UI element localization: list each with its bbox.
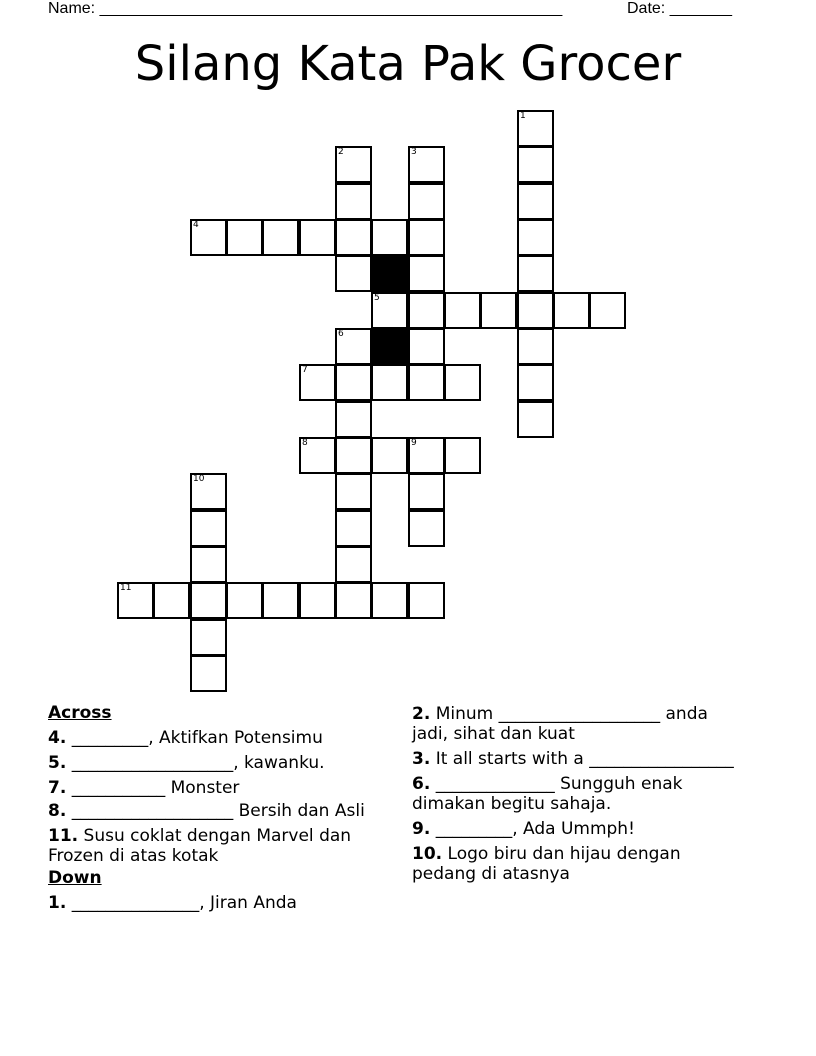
grid-cell[interactable] (371, 364, 408, 401)
grid-cell[interactable] (408, 183, 445, 220)
clues-left-column (48, 703, 393, 913)
grid-cell[interactable] (517, 364, 554, 401)
grid-cell[interactable] (190, 473, 227, 510)
grid-cell[interactable] (371, 437, 408, 474)
grid-cell[interactable] (408, 292, 445, 329)
grid-cell[interactable] (408, 364, 445, 401)
puzzle-title: Silang Kata Pak Grocer (134, 36, 682, 92)
grid-cell[interactable] (190, 546, 227, 583)
grid-cell[interactable] (299, 582, 336, 619)
grid-cell[interactable] (190, 655, 227, 692)
grid-cell[interactable] (335, 546, 372, 583)
date-field-label[interactable]: Date: _______ (627, 0, 732, 17)
clue-number: 3. (412, 749, 431, 769)
down-clue-1 (48, 893, 393, 913)
across-clue-7 (48, 778, 393, 798)
grid-cell[interactable] (444, 437, 481, 474)
down-clue-3 (412, 749, 742, 769)
grid-cell[interactable] (553, 292, 590, 329)
clue-number: 1. (48, 893, 67, 913)
grid-cell[interactable] (371, 292, 408, 329)
clue-number: 7. (48, 778, 67, 798)
grid-cell[interactable] (408, 328, 445, 365)
cell-number: 2 (338, 147, 344, 157)
clue-text: _________, Ada Ummph! (430, 819, 635, 839)
clue-text: ______________ Sungguh enak dimakan begitu sahaja. (412, 774, 683, 814)
cell-number: 8 (302, 438, 308, 448)
grid-cell[interactable] (444, 292, 481, 329)
clue-number: 2. (412, 704, 431, 724)
grid-cell[interactable] (408, 437, 445, 474)
grid-cell[interactable] (299, 437, 336, 474)
grid-cell[interactable] (517, 292, 554, 329)
grid-cell[interactable] (190, 619, 227, 656)
grid-cell[interactable] (408, 582, 445, 619)
cell-number: 3 (411, 147, 417, 157)
blocked-cell (371, 255, 408, 292)
grid-cell[interactable] (335, 510, 372, 547)
grid-cell[interactable] (299, 219, 336, 256)
grid-cell[interactable] (517, 401, 554, 438)
cell-number: 7 (302, 365, 308, 375)
grid-cell[interactable] (335, 328, 372, 365)
across-clue-11 (48, 826, 393, 866)
grid-cell[interactable] (517, 183, 554, 220)
cell-number: 9 (411, 438, 417, 448)
blocked-cell (371, 328, 408, 365)
clue-text: It all starts with a _________________ (430, 749, 734, 769)
grid-cell[interactable] (371, 219, 408, 256)
grid-cell[interactable] (408, 473, 445, 510)
grid-cell[interactable] (335, 255, 372, 292)
clue-text: ___________________, kawanku. (66, 753, 325, 773)
cell-number: 1 (520, 111, 526, 121)
clue-text: _______________, Jiran Anda (66, 893, 297, 913)
grid-cell[interactable] (517, 219, 554, 256)
down-clue-10 (412, 844, 742, 884)
clue-text: Minum ___________________ anda jadi, sihat dan kuat (412, 704, 708, 744)
grid-cell[interactable] (335, 364, 372, 401)
grid-cell[interactable] (335, 473, 372, 510)
grid-cell[interactable] (444, 364, 481, 401)
cell-number: 5 (374, 293, 380, 303)
name-field-label[interactable]: Name: ____________________________________________________ (48, 0, 563, 17)
clues-right-column (412, 703, 742, 884)
grid-cell[interactable] (262, 582, 299, 619)
grid-cell[interactable] (408, 510, 445, 547)
grid-cell[interactable] (589, 292, 626, 329)
across-clue-4 (48, 728, 393, 748)
grid-cell[interactable] (190, 582, 227, 619)
grid-cell[interactable] (226, 582, 263, 619)
grid-cell[interactable] (335, 219, 372, 256)
down-heading: Down (48, 868, 102, 888)
grid-cell[interactable] (190, 219, 227, 256)
clue-number: 8. (48, 801, 67, 821)
grid-cell[interactable] (335, 401, 372, 438)
grid-cell[interactable] (480, 292, 517, 329)
down-clue-9 (412, 819, 742, 839)
clue-text: ___________________ Bersih dan Asli (66, 801, 365, 821)
grid-cell[interactable] (335, 582, 372, 619)
grid-cell[interactable] (408, 255, 445, 292)
grid-cell[interactable] (262, 219, 299, 256)
across-heading: Across (48, 703, 112, 723)
grid-cell[interactable] (408, 146, 445, 183)
clue-number: 9. (412, 819, 431, 839)
grid-cell[interactable] (371, 582, 408, 619)
cell-number: 11 (120, 583, 132, 593)
clue-number: 5. (48, 753, 67, 773)
grid-cell[interactable] (335, 437, 372, 474)
grid-cell[interactable] (517, 255, 554, 292)
grid-cell[interactable] (117, 582, 154, 619)
down-clue-6 (412, 774, 742, 814)
across-clue-8 (48, 801, 393, 821)
grid-cell[interactable] (335, 146, 372, 183)
grid-cell[interactable] (517, 110, 554, 147)
cell-number: 4 (193, 220, 199, 230)
grid-cell[interactable] (335, 183, 372, 220)
clue-number: 11. (48, 826, 79, 846)
grid-cell[interactable] (408, 219, 445, 256)
cell-number: 6 (338, 329, 344, 339)
grid-cell[interactable] (226, 219, 263, 256)
clue-number: 10. (412, 844, 443, 864)
clue-text: ___________ Monster (66, 778, 240, 798)
clue-number: 6. (412, 774, 431, 794)
clue-text: Logo biru dan hijau dengan pedang di atasnya (412, 844, 681, 884)
clue-text: Susu coklat dengan Marvel dan Frozen di atas kotak (48, 826, 352, 866)
down-clue-2 (412, 704, 742, 744)
grid-cell[interactable] (190, 510, 227, 547)
across-clue-5 (48, 753, 393, 773)
grid-cell[interactable] (517, 328, 554, 365)
clue-number: 4. (48, 728, 67, 748)
cell-number: 10 (193, 474, 205, 484)
grid-cell[interactable] (517, 146, 554, 183)
grid-cell[interactable] (299, 364, 336, 401)
clue-text: _________, Aktifkan Potensimu (66, 728, 323, 748)
grid-cell[interactable] (153, 582, 190, 619)
